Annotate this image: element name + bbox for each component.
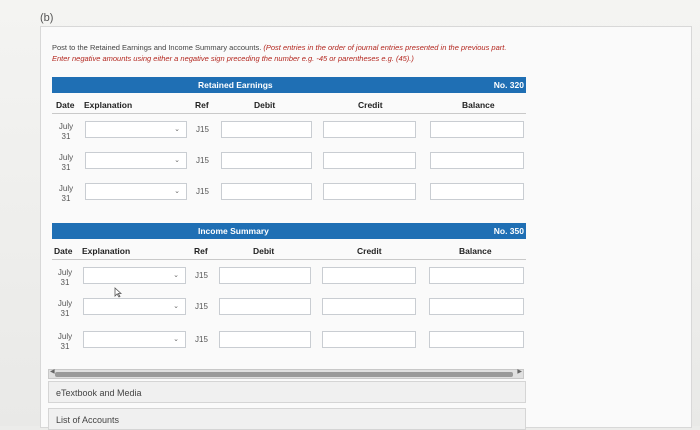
credit-input[interactable] xyxy=(323,121,416,138)
balance-input[interactable] xyxy=(429,331,524,348)
entry-date: July 31 xyxy=(58,153,74,172)
col-ref: Ref xyxy=(194,246,208,256)
col-date: Date xyxy=(54,246,73,256)
chevron-down-icon: ⌄ xyxy=(173,336,179,343)
credit-input[interactable] xyxy=(323,152,416,169)
posting-ref: J15 xyxy=(196,156,209,165)
col-debit: Debit xyxy=(253,246,275,256)
account-number: No. 350 xyxy=(493,226,524,236)
posting-ref: J15 xyxy=(195,302,208,311)
instructions-plain: Post to the Retained Earnings and Income Summary accounts. xyxy=(52,43,262,52)
header-divider xyxy=(52,259,526,260)
entry-date: July 31 xyxy=(58,184,74,203)
explanation-select[interactable] xyxy=(83,298,186,315)
col-date: Date xyxy=(56,100,75,110)
debit-input[interactable] xyxy=(221,152,312,169)
balance-input[interactable] xyxy=(429,298,524,315)
etextbook-media-link[interactable] xyxy=(48,381,526,403)
horizontal-scrollbar[interactable] xyxy=(48,369,524,379)
balance-input[interactable] xyxy=(430,121,524,138)
col-balance: Balance xyxy=(462,100,495,110)
list-of-accounts-label: List of Accounts xyxy=(56,415,120,425)
mouse-cursor-icon xyxy=(114,287,123,298)
entry-date: July 31 xyxy=(57,299,73,318)
explanation-select[interactable] xyxy=(83,331,186,348)
credit-input[interactable] xyxy=(322,267,416,284)
posting-ref: J15 xyxy=(196,187,209,196)
col-explanation: Explanation xyxy=(84,100,133,110)
explanation-select[interactable] xyxy=(85,152,187,169)
scrollbar-thumb[interactable] xyxy=(55,372,513,377)
explanation-select[interactable] xyxy=(85,121,187,138)
scroll-right-arrow-icon[interactable]: ▶ xyxy=(517,369,522,375)
credit-input[interactable] xyxy=(322,331,416,348)
balance-input[interactable] xyxy=(429,267,524,284)
debit-input[interactable] xyxy=(219,298,311,315)
debit-input[interactable] xyxy=(219,331,311,348)
instructions xyxy=(52,42,522,64)
chevron-down-icon: ⌄ xyxy=(174,126,180,133)
ledger-title: Retained Earnings xyxy=(198,80,273,90)
posting-ref: J15 xyxy=(195,335,208,344)
debit-input[interactable] xyxy=(219,267,311,284)
posting-ref: J15 xyxy=(196,125,209,134)
col-balance: Balance xyxy=(459,246,492,256)
col-credit: Credit xyxy=(358,100,383,110)
col-explanation: Explanation xyxy=(82,246,131,256)
credit-input[interactable] xyxy=(322,298,416,315)
header-divider xyxy=(52,113,526,114)
scroll-left-arrow-icon[interactable]: ◀ xyxy=(50,369,55,375)
chevron-down-icon: ⌄ xyxy=(173,303,179,310)
debit-input[interactable] xyxy=(221,183,312,200)
part-label: (b) xyxy=(40,12,54,24)
chevron-down-icon: ⌄ xyxy=(173,272,179,279)
balance-input[interactable] xyxy=(430,183,524,200)
account-number: No. 320 xyxy=(493,80,524,90)
instructions-note: (Post entries in the order of journal entries presented in the previous part. Enter negative amounts using either a negative sign preceding the number e.g. -45 or parentheses e.g. (45).) xyxy=(52,43,507,63)
debit-input[interactable] xyxy=(221,121,312,138)
list-of-accounts-link[interactable] xyxy=(48,408,526,430)
chevron-down-icon: ⌄ xyxy=(174,188,180,195)
entry-date: July 31 xyxy=(57,332,73,351)
col-ref: Ref xyxy=(195,100,209,110)
explanation-select[interactable] xyxy=(85,183,187,200)
ledger-title: Income Summary xyxy=(198,226,269,236)
col-debit: Debit xyxy=(254,100,276,110)
ledger-header-income-summary xyxy=(52,223,526,239)
ledger-header-retained-earnings xyxy=(52,77,526,93)
balance-input[interactable] xyxy=(430,152,524,169)
credit-input[interactable] xyxy=(323,183,416,200)
chevron-down-icon: ⌄ xyxy=(174,157,180,164)
entry-date: July 31 xyxy=(57,268,73,287)
col-credit: Credit xyxy=(357,246,382,256)
explanation-select[interactable] xyxy=(83,267,186,284)
entry-date: July 31 xyxy=(58,122,74,141)
posting-ref: J15 xyxy=(195,271,208,280)
etextbook-media-label: eTextbook and Media xyxy=(56,388,142,398)
